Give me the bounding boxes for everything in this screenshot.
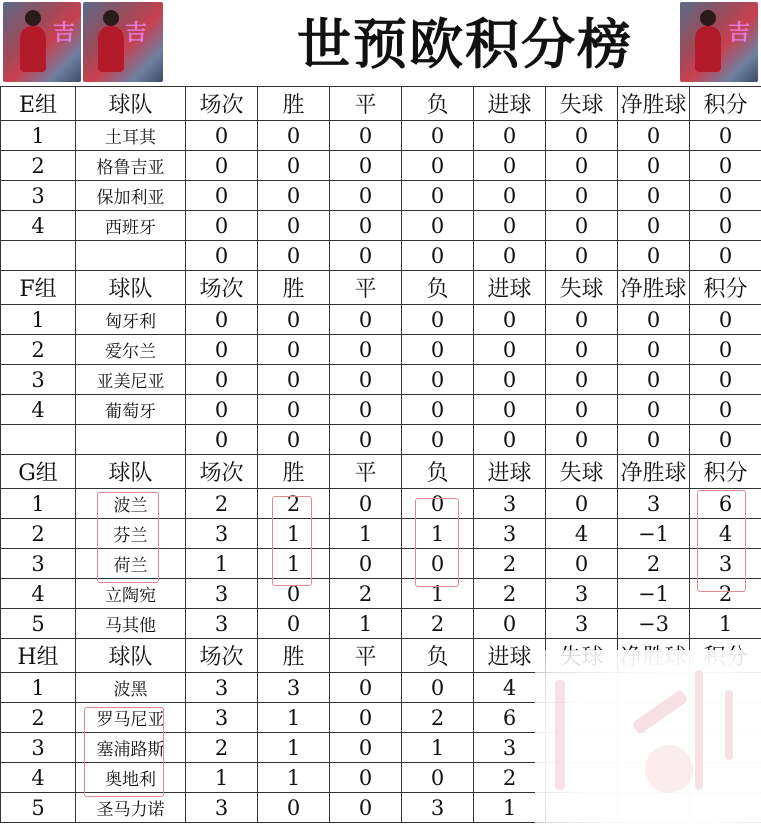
- goal-diff-cell: 0: [618, 151, 690, 181]
- column-header: 场次: [186, 455, 258, 489]
- goal-diff-cell: 0: [618, 121, 690, 151]
- drawn-cell: 0: [330, 365, 402, 395]
- table-row: [1, 609, 761, 639]
- goals-for-cell: 0: [474, 151, 546, 181]
- lost-cell: 2: [402, 703, 474, 733]
- team-name-cell: [76, 425, 186, 455]
- goals-for-cell: 3: [474, 733, 546, 763]
- rank-cell: 1: [1, 305, 76, 335]
- table-row: [1, 425, 761, 455]
- goals-against-cell: 0: [546, 211, 618, 241]
- column-header: 平: [330, 455, 402, 489]
- column-header: 积分: [690, 271, 761, 305]
- lost-cell: 0: [402, 211, 474, 241]
- goals-for-cell: 0: [474, 181, 546, 211]
- rank-cell: 3: [1, 549, 76, 579]
- goal-diff-cell: 0: [618, 335, 690, 365]
- column-header: 负: [402, 455, 474, 489]
- drawn-cell: 0: [330, 211, 402, 241]
- rank-cell: 2: [1, 335, 76, 365]
- goals-against-cell: 0: [546, 365, 618, 395]
- header-banner: [0, 0, 761, 86]
- column-header: 球队: [76, 639, 186, 673]
- lost-cell: 0: [402, 395, 474, 425]
- rank-cell: 1: [1, 121, 76, 151]
- played-cell: 0: [186, 151, 258, 181]
- points-cell: 0: [690, 305, 761, 335]
- goals-against-cell: 0: [546, 425, 618, 455]
- played-cell: 3: [186, 609, 258, 639]
- column-header: 胜: [258, 87, 330, 121]
- column-header: 平: [330, 87, 402, 121]
- goal-diff-cell: 0: [618, 365, 690, 395]
- column-header: 平: [330, 271, 402, 305]
- team-name-cell: 马其他: [76, 609, 186, 639]
- lost-cell: 0: [402, 241, 474, 271]
- goals-for-cell: 4: [474, 673, 546, 703]
- group-label: F组: [1, 271, 76, 305]
- played-cell: 1: [186, 549, 258, 579]
- rank-cell: [1, 425, 76, 455]
- drawn-cell: 0: [330, 793, 402, 823]
- group-label: H组: [1, 639, 76, 673]
- column-header: 进球: [474, 455, 546, 489]
- goal-diff-cell: 0: [618, 211, 690, 241]
- points-cell: 0: [690, 395, 761, 425]
- played-cell: 1: [186, 763, 258, 793]
- column-header: 胜: [258, 639, 330, 673]
- team-name-cell: 圣马力诺: [76, 793, 186, 823]
- goals-against-cell: 0: [546, 305, 618, 335]
- column-header: 负: [402, 271, 474, 305]
- played-cell: 0: [186, 211, 258, 241]
- lost-cell: 0: [402, 181, 474, 211]
- lost-cell: 0: [402, 673, 474, 703]
- lost-cell: 0: [402, 151, 474, 181]
- team-name-cell: 西班牙: [76, 211, 186, 241]
- goals-against-cell: 0: [546, 549, 618, 579]
- drawn-cell: 0: [330, 489, 402, 519]
- goals-against-cell: 0: [546, 181, 618, 211]
- won-cell: 0: [258, 579, 330, 609]
- rank-cell: 4: [1, 579, 76, 609]
- points-cell: 0: [690, 365, 761, 395]
- lost-cell: 3: [402, 793, 474, 823]
- played-cell: 2: [186, 489, 258, 519]
- group-header-row: [1, 87, 761, 121]
- team-name-cell: 芬兰: [76, 519, 186, 549]
- won-cell: 1: [258, 519, 330, 549]
- goal-diff-cell: 0: [618, 395, 690, 425]
- column-header: 积分: [690, 87, 761, 121]
- goal-diff-cell: −1: [618, 579, 690, 609]
- drawn-cell: 2: [330, 579, 402, 609]
- drawn-cell: 0: [330, 151, 402, 181]
- points-cell: 0: [690, 151, 761, 181]
- drawn-cell: 0: [330, 181, 402, 211]
- points-cell: 0: [690, 241, 761, 271]
- column-header: 失球: [546, 455, 618, 489]
- drawn-cell: 0: [330, 425, 402, 455]
- team-name-cell: 爱尔兰: [76, 335, 186, 365]
- drawn-cell: 0: [330, 241, 402, 271]
- page-title: 世预欧积分榜: [297, 12, 633, 76]
- goal-diff-cell: 0: [618, 181, 690, 211]
- lost-cell: 0: [402, 763, 474, 793]
- won-cell: 0: [258, 395, 330, 425]
- goals-against-cell: 0: [546, 151, 618, 181]
- column-header: 负: [402, 87, 474, 121]
- column-header: 胜: [258, 455, 330, 489]
- rank-cell: 3: [1, 733, 76, 763]
- won-cell: 1: [258, 549, 330, 579]
- rank-cell: 1: [1, 673, 76, 703]
- lost-cell: 1: [402, 733, 474, 763]
- lost-cell: 0: [402, 489, 474, 519]
- goals-for-cell: 0: [474, 395, 546, 425]
- won-cell: 0: [258, 121, 330, 151]
- goal-diff-cell: 2: [618, 549, 690, 579]
- points-cell: 1: [690, 609, 761, 639]
- column-header: 净胜球: [618, 455, 690, 489]
- goals-for-cell: 0: [474, 241, 546, 271]
- played-cell: 0: [186, 305, 258, 335]
- column-header: 场次: [186, 639, 258, 673]
- played-cell: 3: [186, 703, 258, 733]
- rank-cell: 1: [1, 489, 76, 519]
- table-row: [1, 241, 761, 271]
- table-row: [1, 335, 761, 365]
- table-row: [1, 181, 761, 211]
- highlight-box-g-points: [697, 490, 746, 592]
- player-thumbnail-left-2: 吉: [83, 2, 163, 82]
- won-cell: 3: [258, 673, 330, 703]
- table-row: [1, 579, 761, 609]
- goals-against-cell: 3: [546, 609, 618, 639]
- goals-against-cell: 3: [546, 579, 618, 609]
- won-cell: 1: [258, 763, 330, 793]
- group-label: E组: [1, 87, 76, 121]
- table-row: [1, 395, 761, 425]
- goals-against-cell: 0: [546, 241, 618, 271]
- drawn-cell: 1: [330, 609, 402, 639]
- watermark-overlay: [535, 650, 761, 830]
- goal-diff-cell: −1: [618, 519, 690, 549]
- group-label: G组: [1, 455, 76, 489]
- column-header: 净胜球: [618, 271, 690, 305]
- team-name-cell: 保加利亚: [76, 181, 186, 211]
- highlight-box-g-teams: [97, 492, 159, 583]
- lost-cell: 0: [402, 425, 474, 455]
- played-cell: 3: [186, 579, 258, 609]
- won-cell: 0: [258, 211, 330, 241]
- table-row: [1, 365, 761, 395]
- won-cell: 0: [258, 241, 330, 271]
- goals-against-cell: 0: [546, 121, 618, 151]
- column-header: 平: [330, 639, 402, 673]
- lost-cell: 0: [402, 121, 474, 151]
- team-name-cell: 立陶宛: [76, 579, 186, 609]
- goals-for-cell: 0: [474, 305, 546, 335]
- goals-for-cell: 0: [474, 211, 546, 241]
- drawn-cell: 0: [330, 335, 402, 365]
- goals-for-cell: 0: [474, 121, 546, 151]
- lost-cell: 0: [402, 305, 474, 335]
- column-header: 负: [402, 639, 474, 673]
- column-header: 胜: [258, 271, 330, 305]
- goals-against-cell: 0: [546, 395, 618, 425]
- goals-for-cell: 0: [474, 609, 546, 639]
- goals-for-cell: 2: [474, 579, 546, 609]
- drawn-cell: 0: [330, 305, 402, 335]
- points-cell: 3: [690, 549, 761, 579]
- team-name-cell: 罗马尼亚: [76, 703, 186, 733]
- rank-cell: [1, 241, 76, 271]
- column-header: 净胜球: [618, 87, 690, 121]
- rank-cell: 2: [1, 151, 76, 181]
- played-cell: 3: [186, 673, 258, 703]
- column-header: 场次: [186, 87, 258, 121]
- goals-against-cell: 4: [546, 519, 618, 549]
- highlight-box-g-losses: [415, 498, 459, 587]
- goal-diff-cell: 0: [618, 425, 690, 455]
- goal-diff-cell: −3: [618, 609, 690, 639]
- goals-for-cell: 6: [474, 703, 546, 733]
- won-cell: 0: [258, 425, 330, 455]
- column-header: 球队: [76, 87, 186, 121]
- table-row: [1, 211, 761, 241]
- team-name-cell: 波兰: [76, 489, 186, 519]
- column-header: 球队: [76, 271, 186, 305]
- points-cell: 0: [690, 181, 761, 211]
- rank-cell: 2: [1, 703, 76, 733]
- played-cell: 0: [186, 121, 258, 151]
- won-cell: 0: [258, 793, 330, 823]
- won-cell: 1: [258, 703, 330, 733]
- points-cell: 2: [690, 579, 761, 609]
- column-header: 进球: [474, 639, 546, 673]
- goal-diff-cell: 0: [618, 241, 690, 271]
- won-cell: 2: [258, 489, 330, 519]
- drawn-cell: 0: [330, 549, 402, 579]
- column-header: 球队: [76, 455, 186, 489]
- rank-cell: 3: [1, 365, 76, 395]
- column-header: 积分: [690, 455, 761, 489]
- rank-cell: 4: [1, 763, 76, 793]
- lost-cell: 0: [402, 365, 474, 395]
- goals-against-cell: 0: [546, 335, 618, 365]
- column-header: 失球: [546, 87, 618, 121]
- played-cell: 3: [186, 519, 258, 549]
- played-cell: 3: [186, 793, 258, 823]
- drawn-cell: 0: [330, 703, 402, 733]
- played-cell: 0: [186, 335, 258, 365]
- played-cell: 0: [186, 395, 258, 425]
- lost-cell: 1: [402, 519, 474, 549]
- drawn-cell: 0: [330, 763, 402, 793]
- lost-cell: 0: [402, 335, 474, 365]
- goal-diff-cell: 0: [618, 305, 690, 335]
- rank-cell: 2: [1, 519, 76, 549]
- drawn-cell: 0: [330, 673, 402, 703]
- goals-against-cell: 0: [546, 489, 618, 519]
- points-cell: 0: [690, 121, 761, 151]
- team-name-cell: 荷兰: [76, 549, 186, 579]
- rank-cell: 4: [1, 395, 76, 425]
- drawn-cell: 0: [330, 733, 402, 763]
- drawn-cell: 0: [330, 121, 402, 151]
- highlight-box-g-wins: [272, 496, 312, 586]
- team-name-cell: 葡萄牙: [76, 395, 186, 425]
- won-cell: 0: [258, 181, 330, 211]
- lost-cell: 2: [402, 609, 474, 639]
- won-cell: 0: [258, 151, 330, 181]
- team-name-cell: 格鲁吉亚: [76, 151, 186, 181]
- goals-for-cell: 2: [474, 763, 546, 793]
- lost-cell: 1: [402, 579, 474, 609]
- points-cell: 0: [690, 335, 761, 365]
- column-header: 场次: [186, 271, 258, 305]
- team-name-cell: 匈牙利: [76, 305, 186, 335]
- goals-for-cell: 2: [474, 549, 546, 579]
- goal-diff-cell: 3: [618, 489, 690, 519]
- rank-cell: 5: [1, 609, 76, 639]
- played-cell: 0: [186, 241, 258, 271]
- played-cell: 0: [186, 425, 258, 455]
- team-name-cell: 亚美尼亚: [76, 365, 186, 395]
- won-cell: 0: [258, 365, 330, 395]
- played-cell: 2: [186, 733, 258, 763]
- goals-for-cell: 3: [474, 489, 546, 519]
- rank-cell: 5: [1, 793, 76, 823]
- won-cell: 0: [258, 305, 330, 335]
- player-thumbnail-left-1: 吉: [3, 2, 81, 82]
- points-cell: 4: [690, 519, 761, 549]
- goals-for-cell: 0: [474, 335, 546, 365]
- column-header: 进球: [474, 87, 546, 121]
- table-row: [1, 151, 761, 181]
- points-cell: 6: [690, 489, 761, 519]
- points-cell: 0: [690, 425, 761, 455]
- goals-for-cell: 0: [474, 365, 546, 395]
- rank-cell: 3: [1, 181, 76, 211]
- group-header-row: [1, 271, 761, 305]
- played-cell: 0: [186, 181, 258, 211]
- table-row: [1, 121, 761, 151]
- goals-for-cell: 0: [474, 425, 546, 455]
- won-cell: 0: [258, 609, 330, 639]
- group-header-row: [1, 455, 761, 489]
- drawn-cell: 1: [330, 519, 402, 549]
- team-name-cell: 土耳其: [76, 121, 186, 151]
- won-cell: 1: [258, 733, 330, 763]
- lost-cell: 0: [402, 549, 474, 579]
- highlight-box-h-teams: [84, 707, 164, 797]
- column-header: 进球: [474, 271, 546, 305]
- goals-for-cell: 1: [474, 793, 546, 823]
- rank-cell: 4: [1, 211, 76, 241]
- drawn-cell: 0: [330, 395, 402, 425]
- team-name-cell: [76, 241, 186, 271]
- column-header: 失球: [546, 271, 618, 305]
- goals-for-cell: 3: [474, 519, 546, 549]
- team-name-cell: 塞浦路斯: [76, 733, 186, 763]
- won-cell: 0: [258, 335, 330, 365]
- player-thumbnail-right: 吉: [680, 2, 758, 82]
- points-cell: 0: [690, 211, 761, 241]
- team-name-cell: 奥地利: [76, 763, 186, 793]
- team-name-cell: 波黑: [76, 673, 186, 703]
- table-row: [1, 305, 761, 335]
- played-cell: 0: [186, 365, 258, 395]
